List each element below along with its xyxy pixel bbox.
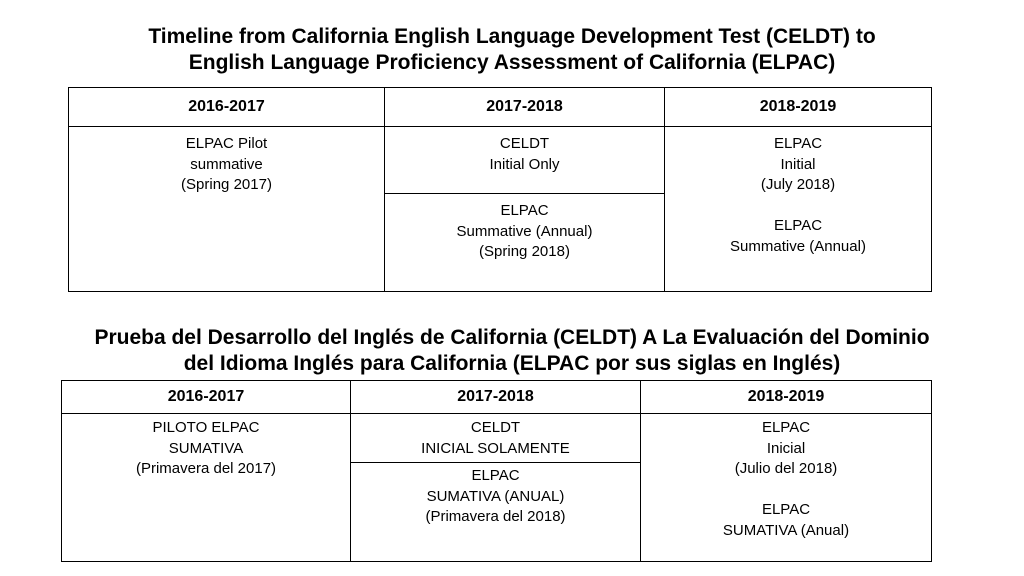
english-title-line-1: Timeline from California English Language Development Test (CELDT) to <box>148 25 876 48</box>
cell-text: Summative (Annual) <box>456 222 593 240</box>
cell-text: CELDT <box>499 135 550 152</box>
spanish-timeline-table <box>61 380 932 562</box>
cell-text: SUMATIVA (ANUAL) <box>426 487 565 505</box>
cell-2016-2017 <box>69 127 385 292</box>
table-row <box>62 414 932 463</box>
cell-text: ELPAC <box>761 501 811 518</box>
cell-text: (Primavera del 2017) <box>135 460 277 477</box>
cell-text: SUMATIVA <box>168 439 244 457</box>
cell-text: (Spring 2018) <box>479 243 570 260</box>
cell-2017-2018-bottom <box>351 463 641 562</box>
cell-text: INICIAL SOLAMENTE <box>421 439 570 457</box>
cell-text: SUMATIVA (Anual) <box>722 521 850 539</box>
cell-2018-2019 <box>641 414 932 562</box>
cell-text: CELDT <box>470 419 521 436</box>
spanish-title-line-2: del Idioma Inglés para California (ELPAC por sus siglas en Inglés) <box>183 352 841 375</box>
cell-text: summative <box>190 155 263 173</box>
cell-2017-2018-top <box>385 127 665 194</box>
spanish-title-line-1: Prueba del Desarrollo del Inglés de California (CELDT) A La Evaluación del Dominio <box>94 326 930 349</box>
spanish-title <box>0 325 1024 377</box>
spacer <box>641 480 931 501</box>
cell-text: ELPAC <box>471 467 520 484</box>
cell-text: ELPAC <box>500 202 549 219</box>
english-title-line-2: English Language Proficiency Assessment of California (ELPAC) <box>188 51 836 74</box>
cell-text: ELPAC <box>773 135 823 152</box>
cell-text: Inicial <box>766 439 806 457</box>
cell-text: ELPAC <box>761 419 811 436</box>
table-header-row <box>62 381 932 414</box>
column-header-2016-2017: 2016-2017 <box>62 381 351 414</box>
cell-2018-2019 <box>665 127 932 292</box>
column-header-2017-2018: 2017-2018 <box>351 381 641 414</box>
cell-2017-2018-bottom <box>385 194 665 292</box>
spacer <box>665 196 931 217</box>
cell-text: (Primavera del 2018) <box>425 508 566 525</box>
cell-text: ELPAC Pilot <box>185 135 268 152</box>
cell-text: (July 2018) <box>760 176 836 193</box>
cell-2017-2018-top <box>351 414 641 463</box>
cell-text: Initial <box>780 155 816 173</box>
column-header-2018-2019: 2018-2019 <box>665 88 932 127</box>
column-header-2017-2018: 2017-2018 <box>385 88 665 127</box>
cell-text: Initial Only <box>489 155 560 173</box>
cell-text: ELPAC <box>773 217 823 234</box>
cell-text: Summative (Annual) <box>730 237 866 255</box>
cell-text: (Spring 2017) <box>181 176 272 193</box>
cell-text: (Julio del 2018) <box>734 460 838 477</box>
column-header-2018-2019: 2018-2019 <box>641 381 932 414</box>
cell-2016-2017 <box>62 414 351 562</box>
english-timeline-table <box>68 87 932 292</box>
column-header-2016-2017: 2016-2017 <box>69 88 385 127</box>
english-title <box>0 24 1024 76</box>
table-header-row <box>69 88 932 127</box>
cell-text: PILOTO ELPAC <box>152 419 260 436</box>
table-row <box>69 127 932 194</box>
